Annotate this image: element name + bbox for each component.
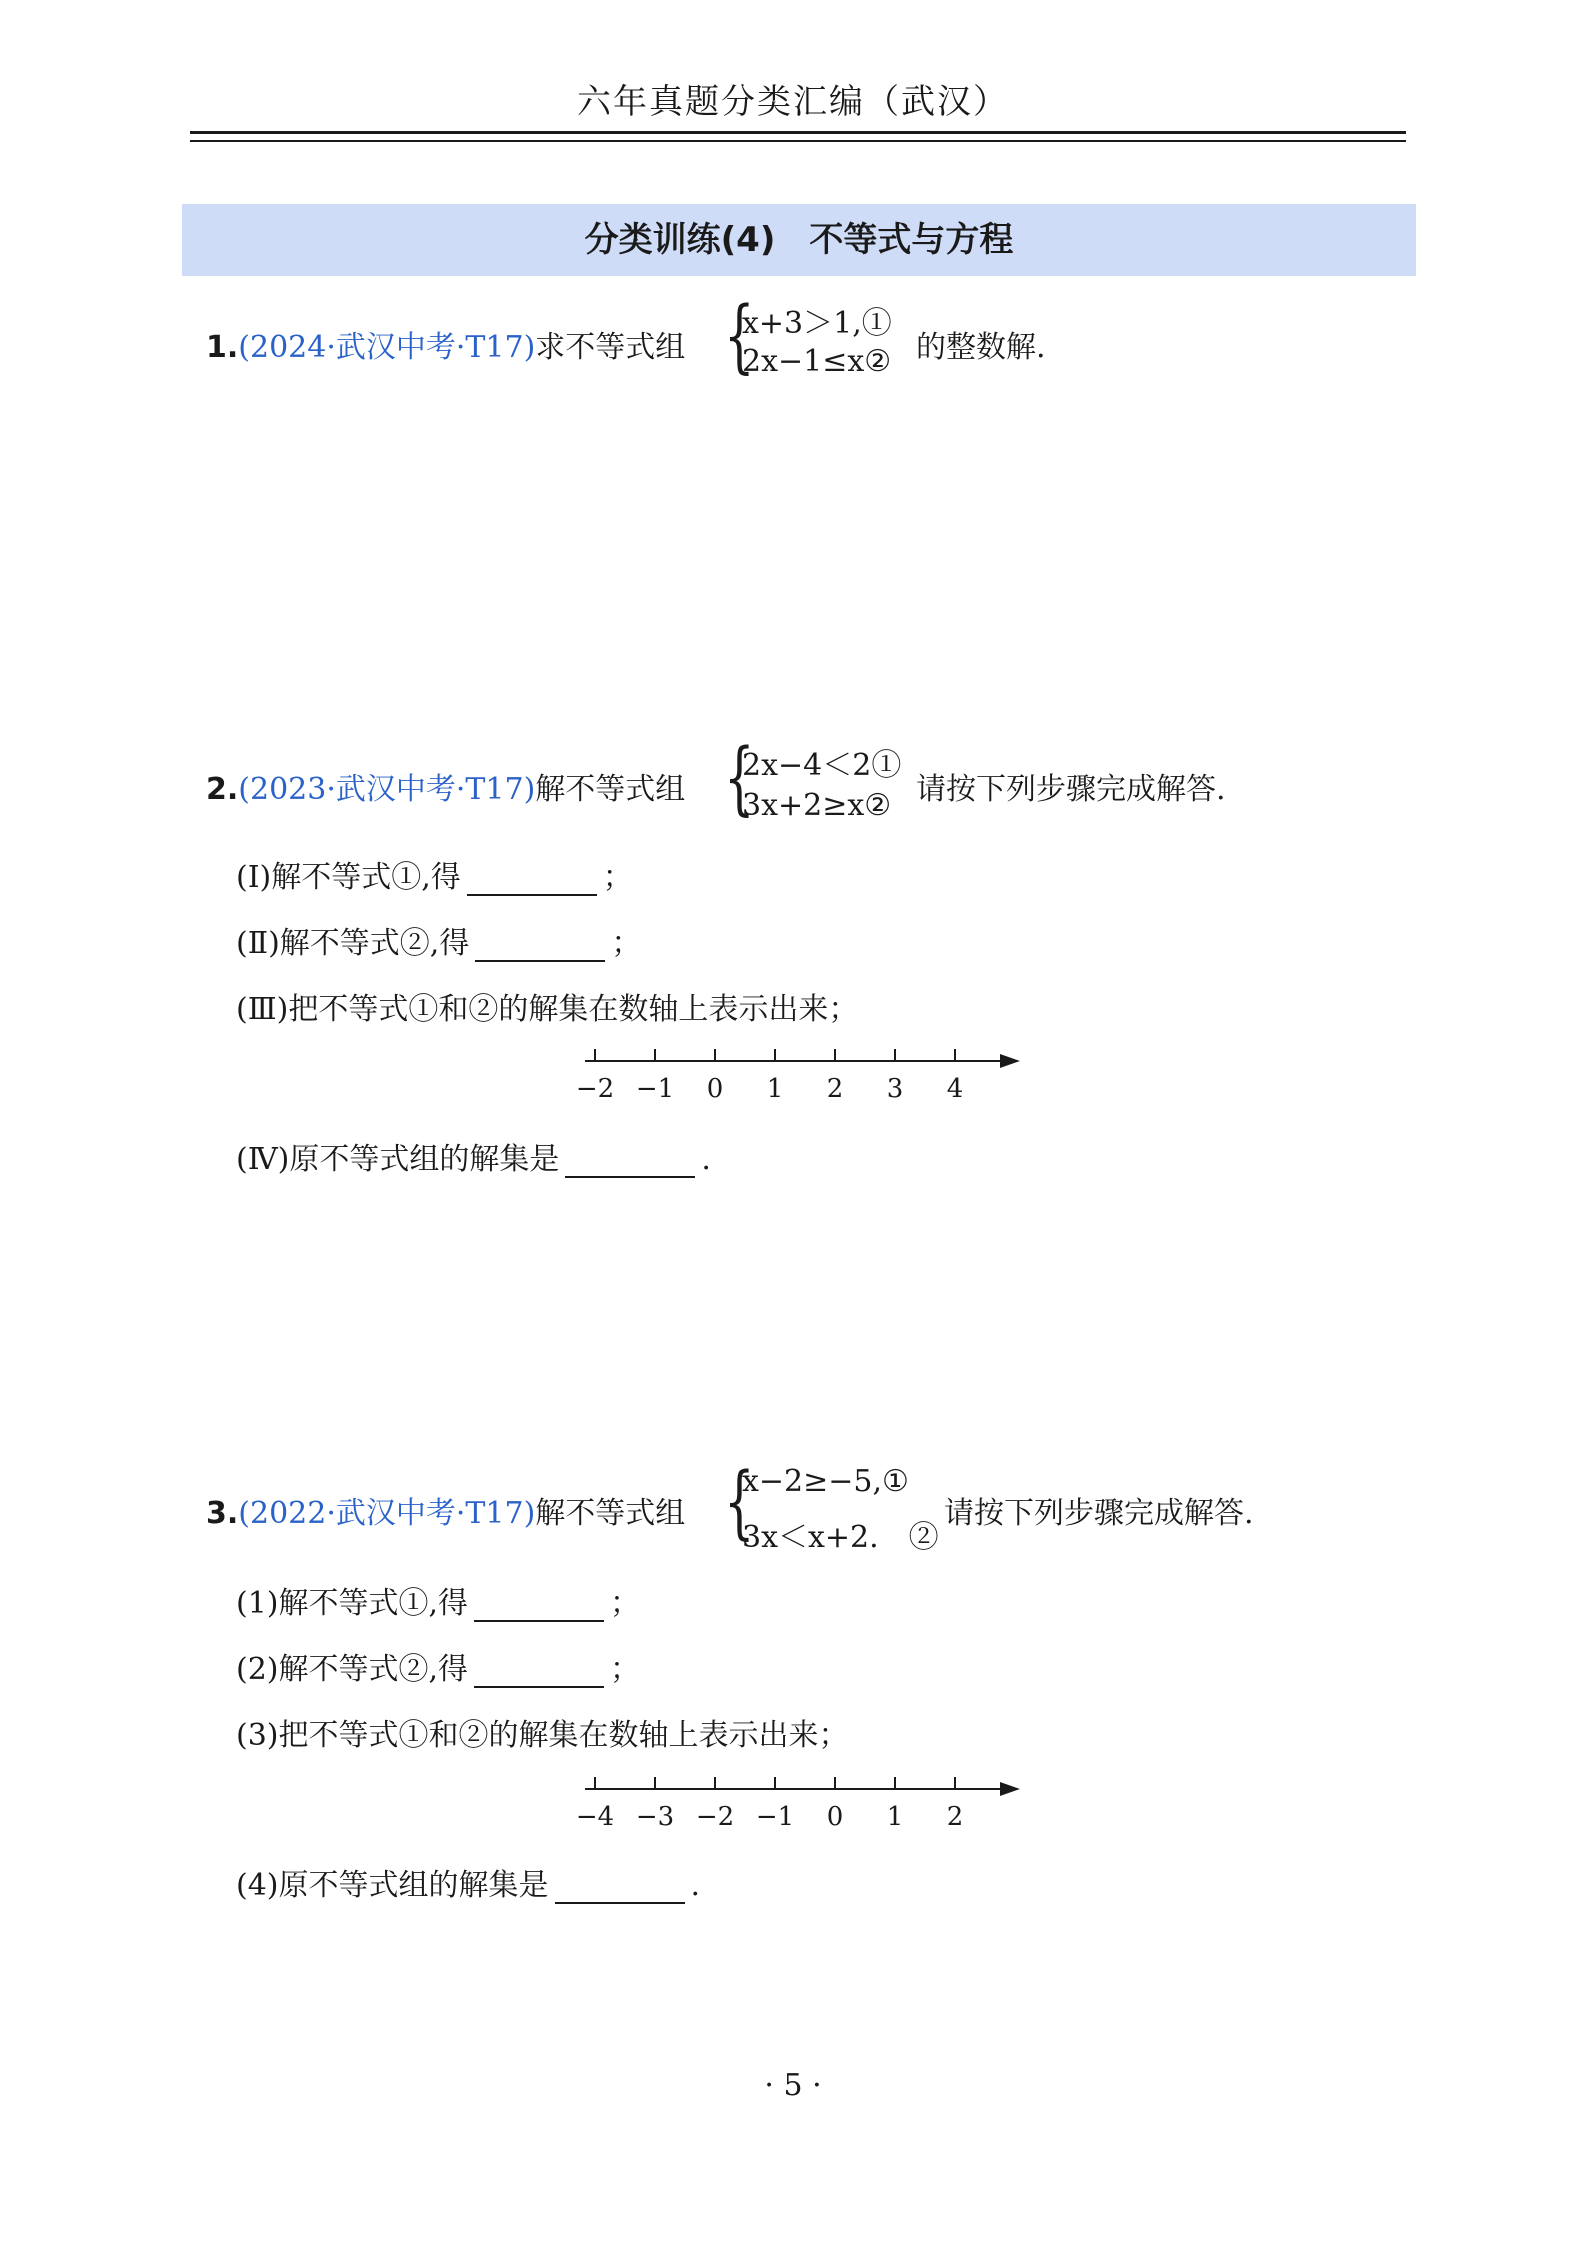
tick-label: 2: [946, 1802, 964, 1832]
number-line: [575, 1038, 1035, 1110]
problem-source: (2024·武汉中考·T17): [238, 330, 536, 365]
step-end: ；: [610, 1652, 641, 1687]
step-end: ；: [611, 926, 642, 961]
system-row-1: x−2≥−5,①: [742, 1464, 909, 1499]
step-2: [236, 918, 641, 962]
problem-tail: 请按下列步骤完成解答.: [916, 772, 1226, 807]
tick-label: 0: [826, 1802, 844, 1832]
step-label: (Ⅳ)原不等式组的解集是: [236, 1142, 560, 1177]
tick-label: 1: [886, 1802, 904, 1832]
ticks: [595, 1777, 955, 1789]
axis-arrow: [1000, 1054, 1020, 1068]
section-title: 分类训练(4) 不等式与方程: [182, 204, 1416, 276]
problem-source: (2022·武汉中考·T17): [238, 1496, 536, 1531]
problem-lead: 求不等式组: [535, 330, 686, 365]
tick-label: 3: [886, 1074, 904, 1104]
answer-blank[interactable]: [475, 930, 605, 962]
brace-symbol: {: [724, 289, 755, 382]
step-2: [236, 1644, 640, 1688]
answer-blank[interactable]: [467, 864, 597, 896]
problem-tail: 的整数解.: [916, 330, 1046, 365]
problem-source: (2023·武汉中考·T17): [238, 772, 536, 807]
step-label: (Ⅲ)把不等式①和②的解集在数轴上表示出来；: [236, 992, 859, 1027]
problem-number: 3.: [206, 1496, 239, 1531]
problem-lead: 解不等式组: [535, 772, 686, 807]
tick-label: −2: [575, 1074, 615, 1104]
axis-arrow: [1000, 1782, 1020, 1796]
answer-blank[interactable]: [555, 1872, 685, 1904]
tick-label: −1: [755, 1802, 795, 1832]
step-3: [236, 1710, 849, 1754]
step-4: [236, 1860, 700, 1904]
step-4: [236, 1134, 711, 1178]
step-3: [236, 984, 858, 1028]
step-label: (4)原不等式组的解集是: [236, 1868, 549, 1903]
brace-symbol: {: [724, 1455, 755, 1548]
tick-label: 0: [706, 1074, 724, 1104]
step-1: [236, 1578, 640, 1622]
system-row-1: 2x−4＜2①: [742, 748, 902, 783]
answer-blank[interactable]: [474, 1656, 604, 1688]
system-row-1: x+3＞1,①: [742, 306, 892, 341]
number-line: [575, 1766, 1035, 1838]
answer-blank[interactable]: [474, 1590, 604, 1622]
header-rule-top: [190, 131, 1406, 134]
problem-number: 2.: [206, 772, 239, 807]
tick-label: −1: [635, 1074, 675, 1104]
tick-label: −4: [575, 1802, 615, 1832]
system-row-2: 2x−1≤x②: [742, 344, 892, 379]
tick-label: 4: [946, 1074, 964, 1104]
header-rule-bottom: [190, 140, 1406, 142]
tick-label: 2: [826, 1074, 844, 1104]
page-number: · 5 ·: [764, 2068, 822, 2103]
tick-label: −2: [695, 1802, 735, 1832]
brace-symbol: {: [724, 731, 755, 824]
answer-blank[interactable]: [565, 1146, 695, 1178]
tick-label: −3: [635, 1802, 675, 1832]
step-label: (Ⅰ)解不等式①,得: [236, 860, 461, 895]
step-1: [236, 852, 633, 896]
problem-number: 1.: [206, 330, 239, 365]
document-header-title: 六年真题分类汇编（武汉）: [577, 82, 1009, 122]
step-end: .: [701, 1142, 711, 1177]
step-label: (2)解不等式②,得: [236, 1652, 469, 1687]
step-label: (3)把不等式①和②的解集在数轴上表示出来；: [236, 1718, 849, 1753]
step-end: .: [690, 1868, 701, 1903]
ticks: [595, 1049, 955, 1061]
problem-lead: 解不等式组: [535, 1496, 686, 1531]
tick-label: 1: [766, 1074, 784, 1104]
problem-tail: 请按下列步骤完成解答.: [944, 1496, 1254, 1531]
step-end: ；: [610, 1586, 641, 1621]
system-row-2: 3x+2≥x②: [742, 788, 892, 823]
step-label: (1)解不等式①,得: [236, 1586, 469, 1621]
step-end: ；: [602, 860, 633, 895]
system-row-2: 3x＜x+2. ②: [742, 1520, 939, 1555]
step-label: (Ⅱ)解不等式②,得: [236, 926, 470, 961]
